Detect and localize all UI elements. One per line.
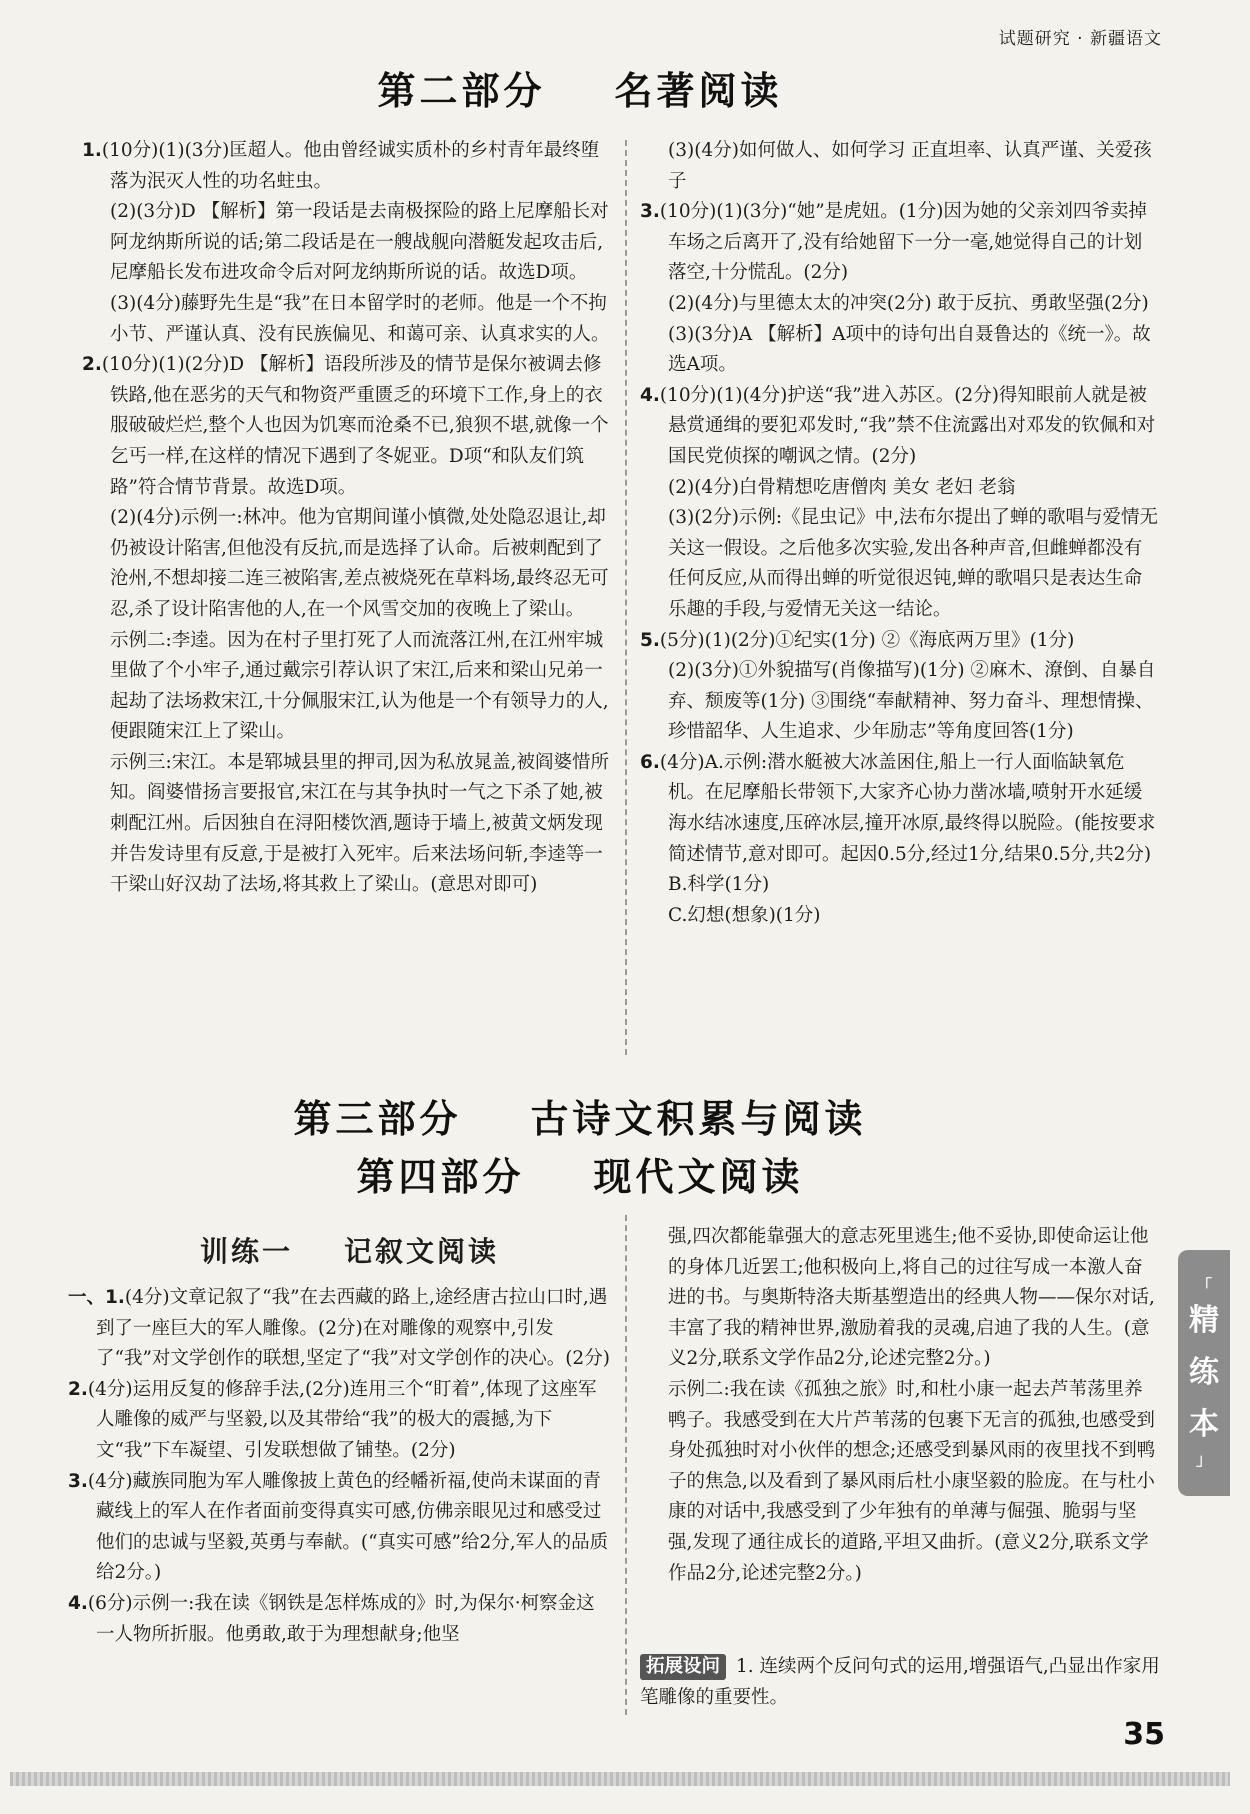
side-tab-corner-top: 「	[1195, 1276, 1212, 1295]
answer-paragraph	[640, 473, 1160, 504]
answer-text: 示例三:宋江。本是郓城县里的押司,因为私放晁盖,被阎婆惜所知。阎婆惜扬言要报官,宋江在与其争执时一气之下杀了她,被刺配江州。后因独自在浔阳楼饮酒,题诗于墙上,被黄文炳发现并告发诗里有反意,于是被打入死牢。后来法场问斩,李逵等一干梁山好汉劫了法场,将其救上了梁山。(意思对即可)	[110, 751, 609, 896]
part4-title: 第四部分 现代文阅读	[356, 1155, 804, 1199]
divider-top	[625, 140, 627, 1055]
answer-paragraph	[640, 289, 1160, 320]
divider-bottom	[625, 1215, 627, 1715]
side-tab-corner-bottom: 」	[1195, 1450, 1212, 1469]
side-tab-char: 练	[1189, 1355, 1219, 1390]
answer-text: (3)(4分)藤野先生是“我”在日本留学时的老师。他是一个不拘小节、严谨认真、没有民族偏见、和蔼可亲、认真求实的人。	[110, 292, 610, 345]
section-head: 训练一 记叙文阅读	[200, 1235, 499, 1268]
answer-paragraph	[640, 626, 1160, 657]
top-left-column	[82, 136, 610, 901]
page-number: 35	[1123, 1717, 1165, 1752]
question-number: 1.	[82, 140, 102, 161]
top-right-column	[640, 136, 1160, 931]
answer-paragraph	[640, 503, 1160, 625]
question-number: 6.	[640, 751, 660, 773]
answer-paragraph	[640, 748, 1160, 870]
answer-text: (4分)A.示例:潜水艇被大冰盖困住,船上一行人面临缺氧危机。在尼摩船长带领下,大家齐心协力凿冰墙,喷射开水延缓海水结冰速度,压碎冰层,撞开冰原,最终得以脱险。(能按要求简述情节,意对即可。起因0.5分,经过1分,结果0.5分,共2分)	[659, 751, 1156, 865]
answer-text: (2)(3分)①外貌描写(肖像描写)(1分) ②麻木、潦倒、自暴自弃、颓废等(1分) ③围绕“奉献精神、努力奋斗、理想情操、珍惜韶华、人生追求、少年励志”等角度回答(1分)	[668, 660, 1156, 743]
answer-paragraph	[640, 381, 1160, 473]
answer-text: 示例二:我在读《孤独之旅》时,和杜小康一起去芦苇荡里养鸭子。我感受到在大片芦苇荡的包裹下无言的孤独,也感受到身处孤独时对小伙伴的想念;还感受到暴风雨的夜里找不到鸭子的焦急,以及看到了暴风雨后杜小康坚毅的脸庞。在与杜小康的对话中,我感受到了少年独有的单薄与倔强、脆弱与坚强,发现了通往成长的道路,平坦又曲折。(意义2分,联系文学作品2分,论述完整2分。)	[668, 1378, 1156, 1584]
question-number: 2.	[68, 1378, 88, 1400]
question-number: 4.	[68, 1592, 88, 1614]
bottom-right-column	[640, 1222, 1160, 1589]
extend-question	[640, 1652, 1160, 1713]
answer-text: (2)(3分)D 【解析】第一段话是去南极探险的路上尼摩船长对阿龙纳斯所说的话;第二段话是在一艘战舰向潜艇发起攻击后,尼摩船长发布进攻命令后对阿龙纳斯所说的话。故选D项。	[110, 201, 609, 284]
answer-paragraph	[68, 1375, 610, 1467]
answer-text: (4分)运用反复的修辞手法,(2分)连用三个“盯着”,体现了这座军人雕像的威严与坚毅,以及其带给“我”的极大的震撼,为下文“我”下车凝望、引发联想做了铺垫。(2分)	[87, 1378, 597, 1461]
answer-text: (4分)文章记叙了“我”在去西藏的路上,途经唐古拉山口时,遇到了一座巨大的军人雕像。(2分)在对雕像的观察中,引发了“我”对文学创作的联想,坚定了“我”对文学创作的决心。(2分)	[96, 1287, 610, 1370]
answer-paragraph	[640, 320, 1160, 381]
answer-text: (3)(4分)如何做人、如何学习 正直坦率、认真严谨、关爱孩子	[668, 140, 1152, 192]
answer-paragraph	[640, 1375, 1160, 1589]
answer-paragraph	[82, 748, 610, 901]
extend-text: 1. 连续两个反问句式的运用,增强语气,凸显出作家用笔雕像的重要性。	[640, 1656, 1160, 1708]
answer-paragraph	[82, 350, 610, 503]
answer-paragraph	[640, 1222, 1160, 1375]
answer-text: (10分)(1)(4分)护送“我”进入苏区。(2分)得知眼前人就是被悬赏通缉的要犯邓发时,“我”禁不住流露出对邓发的钦佩和对国民党侦探的嘲讽之情。(2分)	[659, 384, 1156, 467]
answer-paragraph	[640, 901, 1160, 932]
answer-text: C.幻想(想象)(1分)	[668, 904, 821, 926]
answer-text: (6分)示例一:我在读《钢铁是怎样炼成的》时,为保尔·柯察金这一人物所折服。他勇敢,敢于为理想献身;他坚	[87, 1592, 595, 1645]
answer-text: (2)(4分)白骨精想吃唐僧肉 美女 老妇 老翁	[668, 476, 1016, 498]
answer-paragraph	[82, 626, 610, 748]
answer-text: (3)(2分)示例:《昆虫记》中,法布尔提出了蝉的歌唱与爱情无关这一假设。之后他多次实验,发出各种声音,但雌蝉都没有任何反应,从而得出蝉的听觉很迟钝,蝉的歌唱只是表达生命乐趣的手段,与爱情无关这一结论。	[668, 507, 1159, 620]
answer-paragraph	[640, 656, 1160, 748]
answer-text: (2)(4分)与里德太太的冲突(2分) 敢于反抗、勇敢坚强(2分)	[668, 292, 1149, 314]
extend-badge: 拓展设问	[640, 1654, 726, 1680]
part3-title: 第三部分 古诗文积累与阅读	[293, 1097, 867, 1141]
bottom-left-column	[68, 1283, 610, 1650]
answer-text: B.科学(1分)	[668, 874, 770, 896]
answer-paragraph	[640, 136, 1160, 197]
side-tab-char: 本	[1189, 1407, 1219, 1442]
question-number: 一、1.	[68, 1287, 125, 1308]
answer-text: (10分)(1)(2分)D 【解析】语段所涉及的情节是保尔被调去修铁路,他在恶劣的天气和物资严重匮乏的环境下工作,身上的衣服破破烂烂,整个人也因为饥寒而沧桑不已,狼狈不堪,就像一个乞丐一样,在这样的情况下遇到了冬妮亚。D项“和队友们筑路”符合情节背景。故选D项。	[101, 354, 609, 498]
answer-text: (4分)藏族同胞为军人雕像披上黄色的经幡祈福,使尚未谋面的青藏线上的军人在作者面前变得真实可感,仿佛亲眼见过和感受过他们的忠诚与坚毅,英勇与奉献。(“真实可感”给2分,军人的品质给2分。)	[87, 1470, 609, 1584]
answer-paragraph	[82, 197, 610, 289]
answer-paragraph	[68, 1589, 610, 1650]
answer-paragraph	[640, 870, 1160, 901]
question-number: 3.	[640, 201, 660, 223]
answer-text: (10分)(1)(3分)匡超人。他由曾经诚实质朴的乡村青年最终堕落为泯灭人性的功名蛀虫。	[101, 140, 600, 192]
answer-text: (2)(4分)示例一:林冲。他为官期间谨小慎微,处处隐忍退让,却仍被设计陷害,但他没有反抗,而是选择了认命。后被刺配到了沧州,不想却接二连三被陷害,差点被烧死在草料场,最终忍无可忍,杀了设计陷害他的人,在一个风雪交加的夜晚上了梁山。	[110, 507, 609, 620]
answer-paragraph	[68, 1283, 610, 1375]
answer-paragraph	[82, 136, 610, 197]
answer-text: 示例二:李逵。因为在村子里打死了人而流落江州,在江州牢城里做了个小牢子,通过戴宗引荐认识了宋江,后来和梁山兄弟一起劫了法场救宋江,十分佩服宋江,认为他是一个有领导力的人,便跟随宋江上了梁山。	[110, 629, 609, 743]
side-tab	[1178, 1250, 1230, 1496]
header-tag: 试题研究 · 新疆语文	[998, 29, 1162, 49]
question-number: 3.	[68, 1470, 88, 1492]
answer-text: (3)(3分)A 【解析】A项中的诗句出自聂鲁达的《统一》。故选A项。	[668, 323, 1151, 376]
answer-paragraph	[640, 197, 1160, 289]
answer-paragraph	[82, 503, 610, 625]
answer-text: 强,四次都能靠强大的意志死里逃生;他不妥协,即使命运让他的身体几近罢工;他积极向上,将自己的过往写成一本激人奋进的书。与奥斯特洛夫斯基塑造出的经典人物——保尔对话,丰富了我的精神世界,激励着我的灵魂,启迪了我的人生。(意义2分,联系文学作品2分,论述完整2分。)	[668, 1226, 1155, 1370]
answer-paragraph	[82, 289, 610, 350]
answer-text: (5分)(1)(2分)①纪实(1分) ②《海底两万里》(1分)	[659, 629, 1075, 651]
part2-title: 第二部分 名著阅读	[377, 69, 783, 113]
answer-text: (10分)(1)(3分)“她”是虎妞。(1分)因为她的父亲刘四爷卖掉车场之后离开了,没有给她留下一分一毫,她觉得自己的计划落空,十分慌乱。(2分)	[659, 201, 1147, 284]
side-tab-char: 精	[1189, 1303, 1219, 1338]
question-number: 5.	[640, 629, 660, 651]
question-number: 2.	[82, 354, 102, 376]
answer-paragraph	[68, 1467, 610, 1589]
question-number: 4.	[640, 384, 660, 406]
footer-bar	[10, 1772, 1230, 1786]
